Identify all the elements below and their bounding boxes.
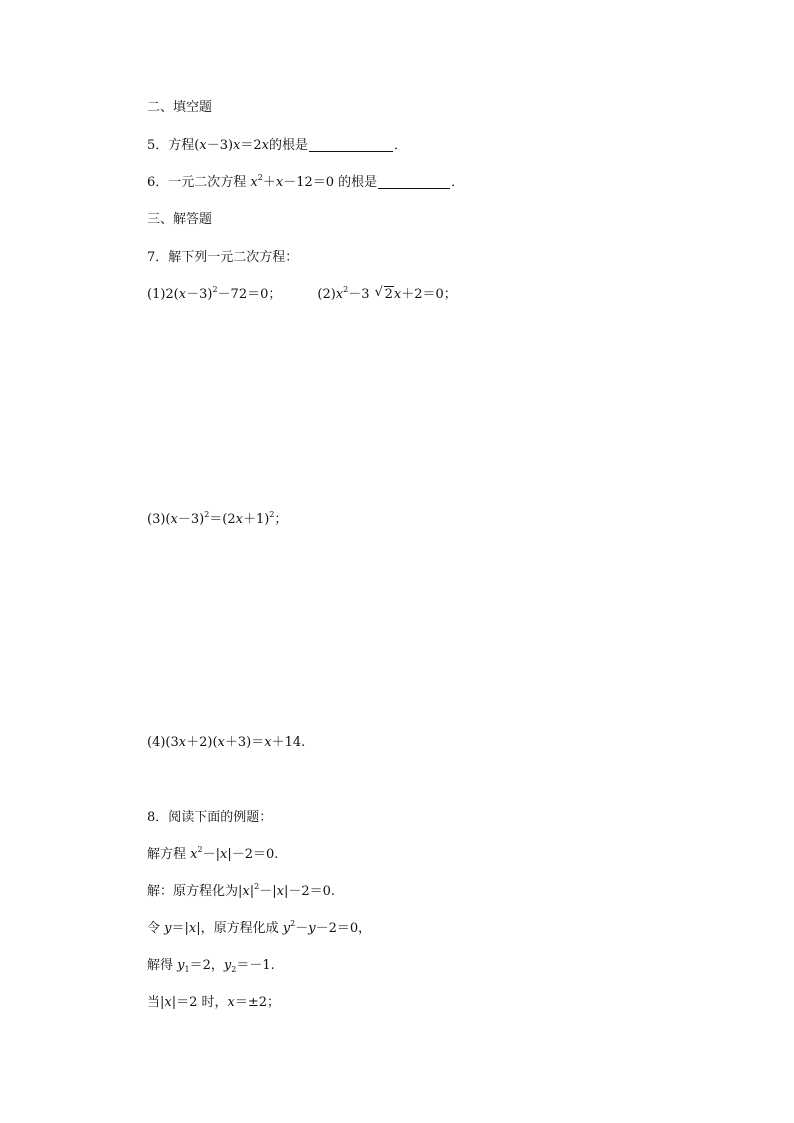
q6-answer-blank[interactable] <box>378 174 450 189</box>
q6-text: －12＝0 的根是 <box>283 175 378 190</box>
q5-var: x <box>199 138 207 153</box>
q6-text: ＋ <box>262 175 276 190</box>
question-7-part-4: (4)(3x＋2)(x＋3)＝x＋14. <box>147 735 306 750</box>
question-7-parts-1-2 <box>147 286 457 304</box>
q7-stem-text: 7．解下列一元二次方程： <box>147 250 299 265</box>
q6-exponent: 2 <box>257 173 263 182</box>
q7-part-2: $(2)x^2-3$ √ 2x＋2＝0； <box>317 287 456 302</box>
q8-solution-step-2: 令 y＝|x|，原方程化成 $y^2-y-2=0$， <box>147 919 372 936</box>
q5-var: x <box>233 138 241 153</box>
sqrt-symbol: √ 2 <box>376 286 394 304</box>
q5-answer-blank[interactable] <box>309 137 393 152</box>
q5-text: －3) <box>206 138 234 153</box>
q7-part-1: $(1)2(x-3)^2-72=0$； <box>147 285 282 302</box>
q5-end: ． <box>394 138 408 153</box>
q6-number: 6．一元二次方程 <box>147 175 251 190</box>
q8-solution-step-4: 当|x|＝2 时，x＝±2； <box>147 995 281 1010</box>
question-7-stem <box>147 249 298 267</box>
q5-text: ＝2 <box>240 138 262 153</box>
q5-number: 5．方程( <box>147 138 200 153</box>
q6-var: x <box>275 175 284 190</box>
q8-solution-step-1: 解：原方程化为$|x|^2-|x|-2=0$. <box>147 882 336 899</box>
q6-var: x <box>250 175 258 190</box>
section-2-heading <box>147 99 212 117</box>
question-6 <box>147 174 464 192</box>
q5-var: x <box>261 138 269 153</box>
q8-stem-text: 8．阅读下面的例题： <box>147 810 273 825</box>
q8-example-problem: 解方程 $x^2-|x|-2=0$. <box>147 845 279 862</box>
section-2-title: 二、填空题 <box>147 100 213 115</box>
section-3-title: 三、解答题 <box>147 212 213 227</box>
question-5 <box>147 137 407 155</box>
section-3-heading <box>147 211 212 229</box>
q6-end: ． <box>451 175 465 190</box>
q5-text: 的根是 <box>269 138 309 153</box>
question-8-stem <box>147 809 272 827</box>
question-7-part-3: $(3)(x-3)^2=(2x+1)^2$； <box>147 510 288 527</box>
q8-solution-step-3: 解得 $y_1=2$，$y_2=-1$. <box>147 958 275 974</box>
